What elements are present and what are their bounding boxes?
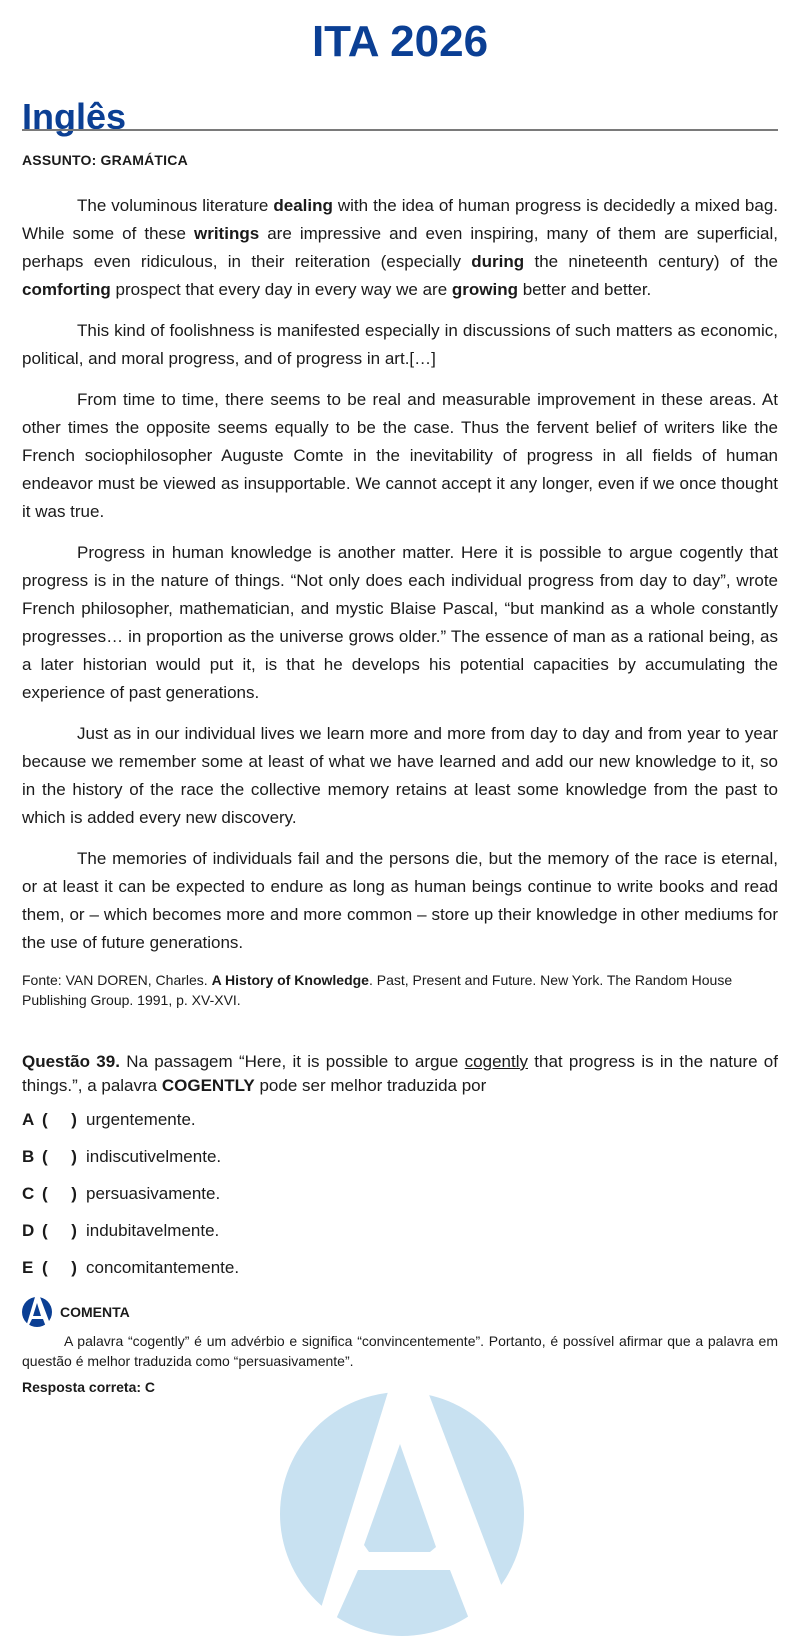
option-letter: A xyxy=(22,1110,35,1129)
question-text-before: Na passagem “Here, it is possible to argue xyxy=(119,1052,465,1071)
comment-label: COMENTA xyxy=(60,1304,130,1320)
option-text: indiscutivelmente. xyxy=(86,1147,222,1166)
passage-paragraph xyxy=(22,317,778,373)
option-text: urgentemente. xyxy=(86,1110,196,1129)
option-text: concomitantemente. xyxy=(86,1258,240,1277)
option-d[interactable] xyxy=(22,1219,778,1256)
question-key-word: COGENTLY xyxy=(161,1076,255,1095)
paragraph-text: with the idea of human progress is decidedly a mixed bag. While some of these xyxy=(22,196,779,243)
bold-term: writings xyxy=(194,224,260,243)
option-checkbox[interactable]: ( ) xyxy=(42,1184,77,1203)
underlined-word: cogently xyxy=(464,1052,528,1071)
exam-title: ITA 2026 xyxy=(311,17,489,66)
topic-label: ASSUNTO: GRAMÁTICA xyxy=(22,152,188,168)
option-c[interactable] xyxy=(22,1182,778,1219)
passage-paragraph xyxy=(22,845,778,957)
question-text-after: pode ser melhor traduzida por xyxy=(254,1076,487,1095)
reading-passage xyxy=(22,192,778,957)
paragraph-text: From time to time, there seems to be real and measurable improvement in these areas. At other times the opposite seems equally to be the case. Thus the fervent belief of writers like the French sociophilosopher Auguste Comte in the inevitability of progress in all fields of human endeavor must be viewed as insupportable. We cannot accept it any longer, even if we once thought it was true. xyxy=(22,390,778,521)
passage-paragraph xyxy=(22,720,778,832)
paragraph-text: The voluminous literature xyxy=(77,196,274,215)
option-letter: E xyxy=(22,1258,34,1277)
option-b[interactable] xyxy=(22,1145,778,1182)
paragraph-text: the nineteenth century) of the xyxy=(524,252,778,271)
option-e[interactable] xyxy=(22,1256,778,1293)
option-checkbox[interactable]: ( ) xyxy=(42,1110,77,1129)
paragraph-text: Progress in human knowledge is another matter. Here it is possible to argue cogently that progress is in the nature of things. “Not only does each individual progress from day to day”, wrote French philosopher, mathematician, and mystic Blaise Pascal, “but mankind as a whole constantly progresses… in proportion as the universe grows older.” The essence of man as a rational being, as a later historian would put it, is that he develops his potential capacities by accumulating the experience of past generations. xyxy=(22,543,778,702)
paragraph-text: prospect that every day in every way we are xyxy=(110,280,452,299)
option-letter: C xyxy=(22,1184,35,1203)
question-text-middle: that progress is in the nature of things.”, a palavra xyxy=(22,1052,778,1095)
question-number: Questão 39. xyxy=(22,1052,120,1071)
source-suffix: . Past, Present and Future. New York. The Random House Publishing Group. 1991, p. XV-XVI. xyxy=(22,972,733,1008)
paragraph-text: better and better. xyxy=(518,280,652,299)
option-text: persuasivamente. xyxy=(86,1184,221,1203)
subject-divider xyxy=(22,129,778,131)
paragraph-text: This kind of foolishness is manifested especially in discussions of such matters as economic, political, and moral progress, and of progress in art.[…] xyxy=(22,321,778,368)
option-checkbox[interactable]: ( ) xyxy=(42,1147,77,1166)
option-checkbox[interactable]: ( ) xyxy=(42,1258,77,1277)
option-letter: D xyxy=(22,1221,35,1240)
source-citation xyxy=(22,970,778,1010)
option-checkbox[interactable]: ( ) xyxy=(42,1221,77,1240)
paragraph-text: Just as in our individual lives we learn more and more from day to day and from year to year because we remember some at least of what we have learned and add our new knowledge to it, so in the history of the race the collective memory retains at least some knowledge from the past to which is added every new discovery. xyxy=(22,724,778,827)
a-logo-watermark-icon xyxy=(278,1392,526,1637)
subject-header xyxy=(22,94,778,136)
passage-paragraph xyxy=(22,539,778,707)
paragraph-text: The memories of individuals fail and the persons die, but the memory of the race is eternal, or at least it can be expected to endure as long as human beings continue to write books and read them, or – which becomes more and more common – store up their knowledge in other mediums for the use of future generations. xyxy=(22,849,778,952)
bold-term: during xyxy=(471,252,525,271)
bold-term: growing xyxy=(451,280,518,299)
source-prefix: Fonte: VAN DOREN, Charles. xyxy=(22,972,212,988)
passage-paragraph xyxy=(22,386,778,526)
bold-term: comforting xyxy=(22,280,111,299)
passage-paragraph xyxy=(22,192,778,304)
option-letter: B xyxy=(22,1147,35,1166)
option-text: indubitavelmente. xyxy=(86,1221,220,1240)
option-a[interactable] xyxy=(22,1108,778,1145)
correct-answer: Resposta correta: C xyxy=(22,1379,156,1395)
subject-title: Inglês xyxy=(22,96,127,137)
question-stem xyxy=(22,1050,778,1098)
paragraph-text: are impressive and even inspiring, many of them are superficial, perhaps even ridiculous, in their reiteration (especially xyxy=(22,224,778,271)
bold-term: dealing xyxy=(273,196,333,215)
comment-header xyxy=(22,1297,778,1327)
comment-text: A palavra “cogently” é um advérbio e significa “convincentemente”. Portanto, é possível afirmar que a palavra em questão é melhor traduzida como “persuasivamente”. xyxy=(22,1333,778,1369)
answer-options xyxy=(22,1108,778,1293)
source-book-title: A History of Knowledge xyxy=(211,972,369,988)
a-logo-icon xyxy=(22,1297,52,1327)
